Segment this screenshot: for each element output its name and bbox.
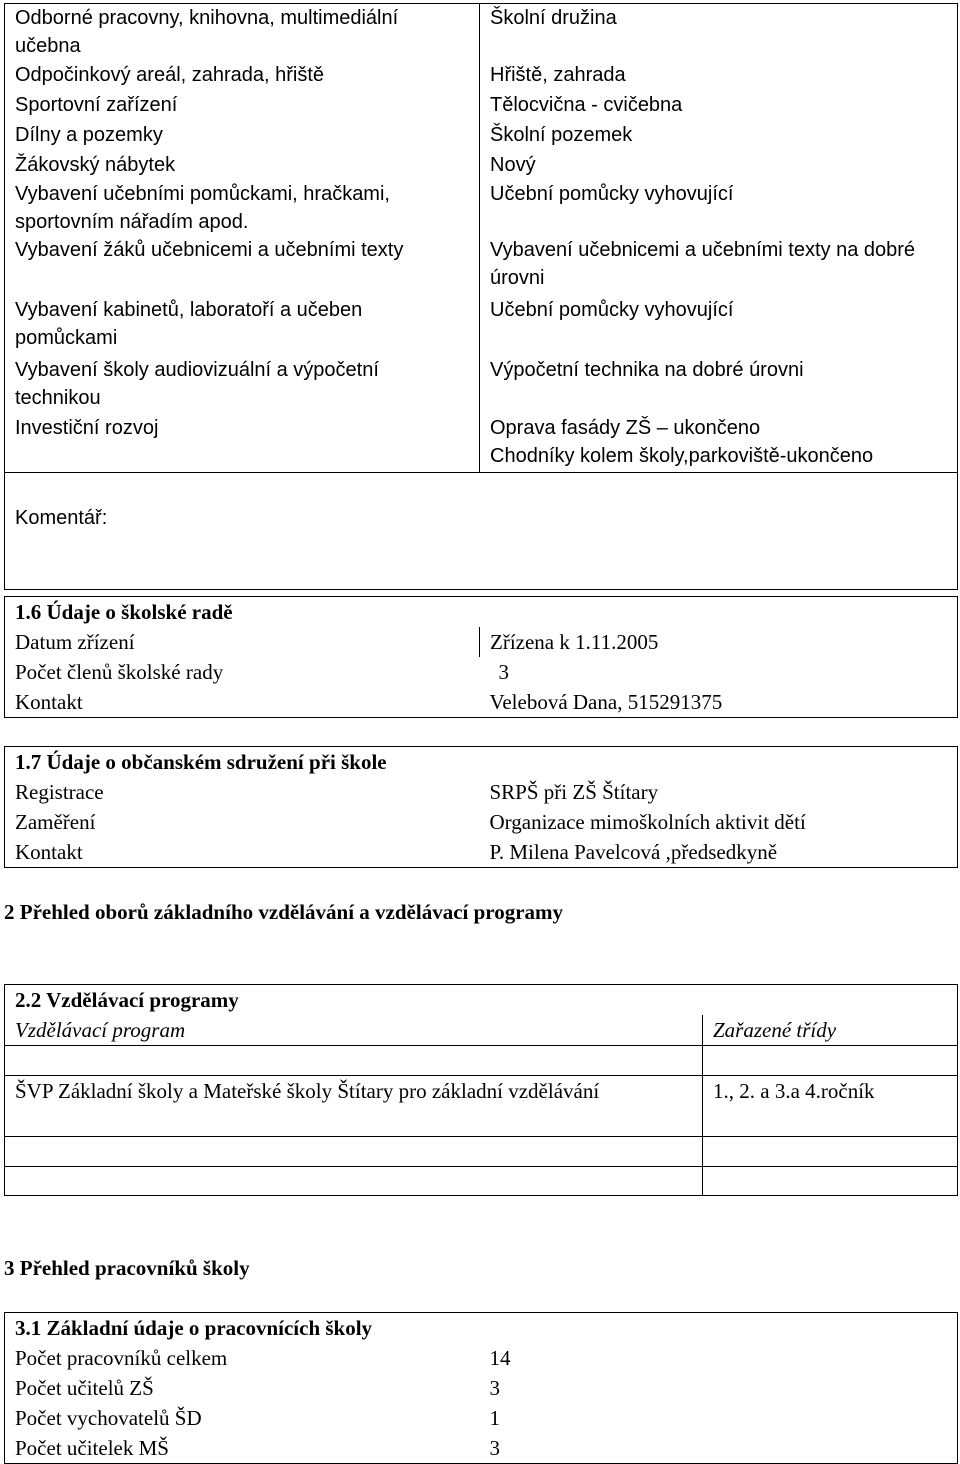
equipment-label: Investiční rozvoj xyxy=(5,414,480,473)
programs-title: 2.2 Vzdělávací programy xyxy=(5,985,958,1016)
staff-value: 3 xyxy=(480,1433,958,1464)
board-count: 3 xyxy=(498,660,509,684)
programs-empty-cell xyxy=(703,1137,958,1167)
programs-empty-row xyxy=(5,1167,703,1196)
board-empty xyxy=(480,657,958,687)
civic-value: P. Milena Pavelcová ,předsedkyně xyxy=(480,837,958,868)
programs-empty-row xyxy=(5,1046,703,1076)
civic-value: SRPŠ při ZŠ Štítary xyxy=(480,777,958,807)
board-label-text: Počet členů školské rady xyxy=(15,660,224,684)
programs-empty-row xyxy=(5,1137,703,1167)
equipment-value: Školní pozemek xyxy=(480,120,958,150)
staff-label: Počet učitelů ZŠ xyxy=(5,1373,480,1403)
school-board-title: 1.6 Údaje o školské radě xyxy=(5,597,958,628)
equipment-value: Učební pomůcky vyhovující xyxy=(480,180,958,236)
civic-association-title: 1.7 Údaje o občanském sdružení při škole xyxy=(5,747,958,778)
comment-label: Komentář: xyxy=(15,507,108,529)
comment-cell xyxy=(5,473,958,590)
civic-label: Zaměření xyxy=(5,807,480,837)
board-label: Kontakt xyxy=(5,687,480,718)
equipment-value: Školní družina xyxy=(480,4,958,61)
equipment-label: Dílny a pozemky xyxy=(5,120,480,150)
staff-label: Počet učitelek MŠ xyxy=(5,1433,480,1464)
programs-col-program: Vzdělávací program xyxy=(5,1015,703,1046)
staff-value: 14 xyxy=(480,1343,958,1373)
board-label xyxy=(5,657,509,687)
equipment-value-2: Chodníky kolem školy,parkoviště-ukončeno xyxy=(490,445,874,467)
staff-table xyxy=(4,1312,958,1464)
civic-association-table xyxy=(4,746,958,868)
equipment-label: Odborné pracovny, knihovna, multimediální učebna xyxy=(5,4,480,61)
staff-title: 3.1 Základní údaje o pracovnících školy xyxy=(5,1313,958,1344)
equipment-label: Odpočinkový areál, zahrada, hřiště xyxy=(5,60,480,90)
equipment-value: Oprava fasády ZŠ – ukončeno xyxy=(490,417,761,439)
programs-table xyxy=(4,984,958,1196)
section-3-heading: 3 Přehled pracovníků školy xyxy=(4,1256,250,1280)
programs-empty-cell xyxy=(703,1046,958,1076)
equipment-table xyxy=(4,3,958,590)
equipment-label: Vybavení kabinetů, laboratoří a učeben pomůckami xyxy=(5,296,480,356)
staff-label: Počet pracovníků celkem xyxy=(5,1343,480,1373)
staff-value: 1 xyxy=(480,1403,958,1433)
section-2-heading: 2 Přehled oborů základního vzdělávání a vzdělávací programy xyxy=(4,900,564,924)
equipment-value: Tělocvična - cvičebna xyxy=(480,90,958,120)
program-name: ŠVP Základní školy a Mateřské školy Štítary pro základní vzdělávání xyxy=(5,1076,703,1137)
equipment-value: Hřiště, zahrada xyxy=(480,60,958,90)
equipment-label: Vybavení školy audiovizuální a výpočetní technikou xyxy=(5,356,480,414)
civic-label: Registrace xyxy=(5,777,480,807)
staff-label: Počet vychovatelů ŠD xyxy=(5,1403,480,1433)
equipment-value: Učební pomůcky vyhovující xyxy=(480,296,958,356)
board-value: Velebová Dana, 515291375 xyxy=(480,687,958,718)
board-label: Datum zřízení xyxy=(5,627,480,657)
civic-value: Organizace mimoškolních aktivit dětí xyxy=(480,807,958,837)
equipment-value: Vybavení učebnicemi a učebními texty na dobré úrovni xyxy=(480,236,958,296)
staff-value: 3 xyxy=(480,1373,958,1403)
programs-col-classes: Zařazené třídy xyxy=(703,1015,958,1046)
equipment-value: Výpočetní technika na dobré úrovni xyxy=(480,356,958,414)
board-value: Zřízena k 1.11.2005 xyxy=(480,627,958,657)
equipment-label: Žákovský nábytek xyxy=(5,150,480,180)
equipment-label: Vybavení žáků učebnicemi a učebními texty xyxy=(5,236,480,296)
equipment-value-multi xyxy=(480,414,958,473)
equipment-value: Nový xyxy=(480,150,958,180)
program-classes: 1., 2. a 3.a 4.ročník xyxy=(703,1076,958,1137)
civic-label: Kontakt xyxy=(5,837,480,868)
equipment-label: Vybavení učebními pomůckami, hračkami, sportovním nářadím apod. xyxy=(5,180,480,236)
school-board-table xyxy=(4,596,958,718)
programs-empty-cell xyxy=(703,1167,958,1196)
equipment-label: Sportovní zařízení xyxy=(5,90,480,120)
